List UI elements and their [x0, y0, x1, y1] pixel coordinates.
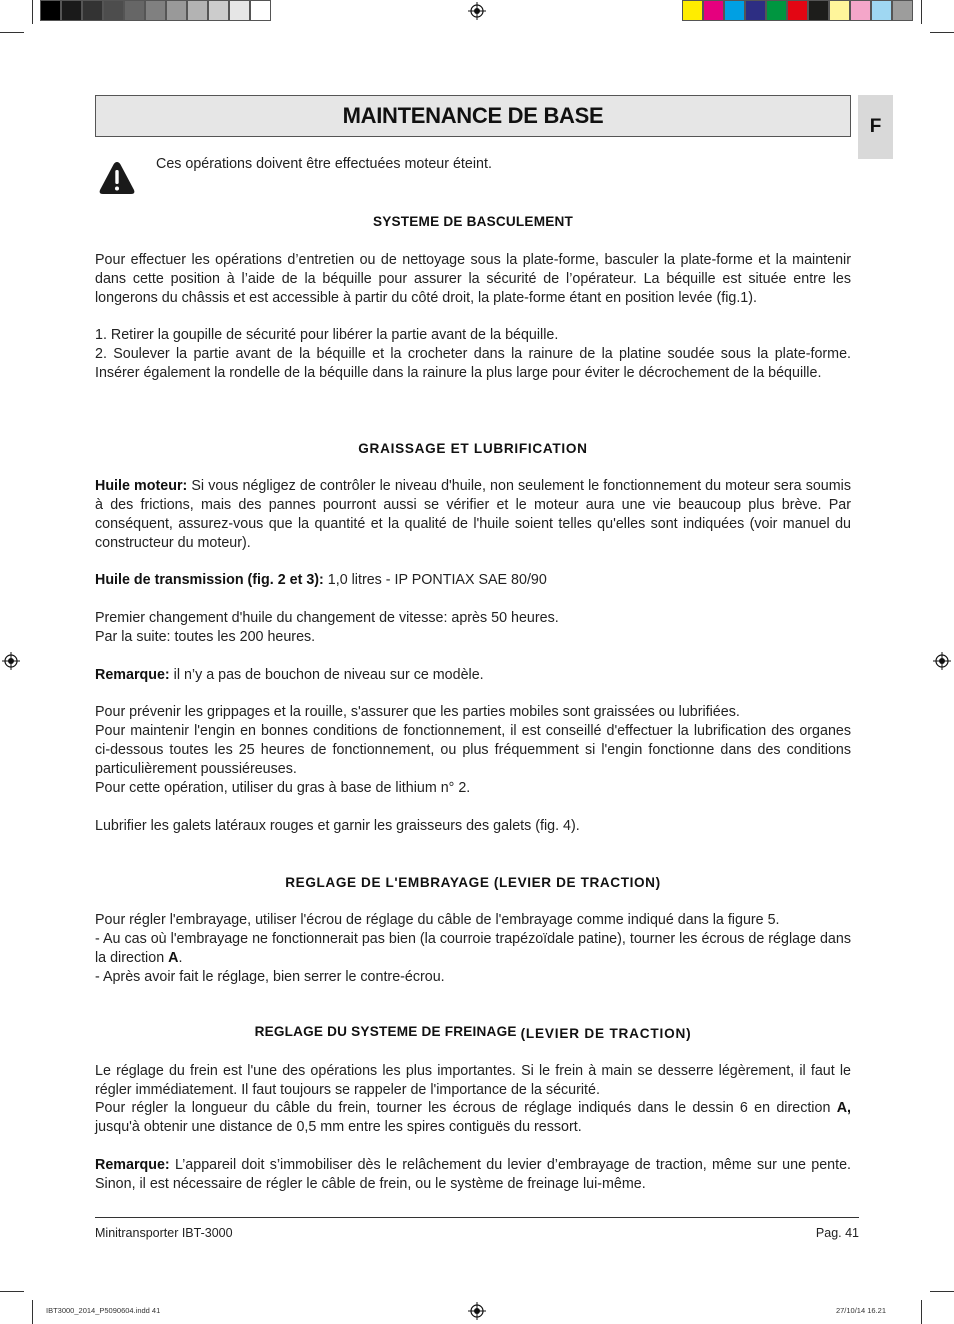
gray-swatch	[250, 0, 271, 21]
page-title-box	[95, 95, 851, 137]
brake-remark	[95, 1156, 851, 1194]
crop-mark-top-left-h	[0, 32, 24, 33]
crop-mark-top-right-v	[921, 0, 922, 24]
lubricate-rollers: Lubrifier les galets latéraux rouges et garnir les graisseurs des galets (fig. 4).	[95, 818, 580, 834]
footer-page-number: Pag. 41	[815, 1226, 859, 1240]
footer-rule	[95, 1217, 859, 1218]
subsequent-oil-change: Par la suite: toutes les 200 heures.	[95, 629, 316, 645]
remark-text: il n’y a pas de bouchon de niveau sur ce modèle.	[169, 667, 484, 683]
heading-freinage-main: REGLAGE DU SYSTEME DE FREINAGE	[254, 1024, 521, 1039]
clutch-direction-text-a: - Au cas où l'embrayage ne fonctionnerait pas bien (la courroie trapézoïdale patine), tourner les écrous de réglage dans la direction	[95, 931, 851, 966]
gray-swatch	[40, 0, 61, 21]
basculement-step-2: 2. Soulever la partie avant de la béquille et la crocheter dans la rainure de la platine soudée sous la plate-forme. Insérer également la rondelle de la béquille dans la rainure la plus large pour éviter le décrochement de la béquille.	[95, 346, 851, 381]
crop-mark-top-right-h	[930, 32, 954, 33]
engine-oil-label: Huile moteur:	[95, 478, 188, 494]
gray-swatch	[82, 0, 103, 21]
language-tab: F	[858, 95, 893, 159]
gray-swatch	[208, 0, 229, 21]
brake-remark-text: L’appareil doit s’immobiliser dès le relâchement du levier d’embrayage de traction, même sur une pente. Sinon, il est nécessaire de régler le câble de frein, ou le système de freinage lui-même.	[95, 1157, 851, 1192]
color-swatch	[703, 0, 724, 21]
remark-level-plug	[95, 666, 851, 685]
lubrication-schedule: Pour maintenir l'engin en bonnes conditions de fonctionnement, il est conseillé d'effectuer la lubrification des organes ci-dessous toutes les 25 heures de fonctionnement, ou plus fréquemment si l'engin fonctionne dans des conditions particulièrement poussiéreuses.	[95, 723, 851, 777]
brake-cable-adjust	[95, 1099, 851, 1137]
crop-mark-bottom-left-h	[0, 1291, 24, 1292]
brake-direction-letter: A,	[836, 1100, 851, 1116]
heading-basculement: SYSTEME DE BASCULEMENT	[372, 214, 574, 229]
color-swatch	[787, 0, 808, 21]
gray-swatch	[124, 0, 145, 21]
registration-mark-bottom-icon	[468, 1302, 486, 1320]
prevent-seizing: Pour prévenir les grippages et la rouille, s'assurer que les parties mobiles sont graissées ou lubrifiées.	[95, 704, 740, 720]
clutch-adjust-intro: Pour régler l'embrayage, utiliser l'écrou de réglage du câble de l'embrayage comme indiqué dans la figure 5.	[95, 912, 780, 928]
slug-date-time: 27/10/14 16.21	[835, 1306, 886, 1315]
brake-remark-label: Remarque:	[95, 1157, 170, 1173]
transmission-oil-text: 1,0 litres - IP PONTIAX SAE 80/90	[323, 572, 547, 588]
warning-text: Ces opérations doivent être effectuées moteur éteint.	[156, 156, 492, 172]
heading-freinage	[95, 1024, 851, 1039]
basculement-intro: Pour effectuer les opérations d’entretien ou de nettoyage sous la plate-forme, basculer la plate-forme et la maintenir dans cette position à l’aide de la béquille pour assurer la sécurité de l’opérateur. La béquille est située entre les longerons du châssis et est accessible à partir du côté droit, la plate-forme étant en position levée (fig.1).	[95, 252, 851, 306]
engine-oil-text: Si vous négligez de contrôler le niveau d'huile, non seulement le fonctionnement du moteur sera soumis à des frictions, mais des pannes pourront aussi se vérifier et le moteur aura une vie beaucoup plus brève. Par conséquent, assurez-vous que la quantité et la qualité de l'huile soient telles qu'elles sont indiquées (voir manuel du constructeur du moteur).	[95, 478, 851, 551]
crop-mark-bottom-right-h	[930, 1291, 954, 1292]
color-swatch	[745, 0, 766, 21]
gray-swatch	[145, 0, 166, 21]
first-oil-change: Premier changement d'huile du changement de vitesse: après 50 heures.	[95, 610, 559, 626]
remark-label: Remarque:	[95, 667, 170, 683]
color-swatch	[829, 0, 850, 21]
clutch-adjust-direction	[95, 930, 851, 968]
lithium-grease: Pour cette opération, utiliser du gras à base de lithium n° 2.	[95, 780, 471, 796]
clutch-direction-letter: A	[168, 950, 179, 966]
crop-mark-bottom-left-v	[32, 1300, 33, 1324]
color-swatch	[808, 0, 829, 21]
color-swatch	[850, 0, 871, 21]
transmission-oil-paragraph	[95, 571, 851, 590]
color-swatch	[724, 0, 745, 21]
gray-swatch	[61, 0, 82, 21]
brake-importance: Le réglage du frein est l'une des opérations les plus importantes. Si le frein à main se desserre légèrement, il faut le régler immédiatement. Il faut toujours se rappeler de l'importance de la sécurité.	[95, 1063, 851, 1098]
clutch-lock-nut: - Après avoir fait le réglage, bien serrer le contre-écrou.	[95, 969, 445, 985]
transmission-oil-label: Huile de transmission (fig. 2 et 3):	[95, 572, 324, 588]
gray-swatch	[187, 0, 208, 21]
gray-swatch	[229, 0, 250, 21]
heading-graissage: GRAISSAGE ET LUBRIFICATION	[358, 441, 588, 456]
registration-mark-top-icon	[468, 2, 486, 20]
color-swatch	[892, 0, 913, 21]
brake-adjust-text-b: jusqu'à obtenir une distance de 0,5 mm entre les spires contiguës du ressort.	[95, 1119, 582, 1135]
warning-icon	[98, 160, 136, 196]
clutch-direction-text-b: .	[178, 950, 183, 966]
page-title: MAINTENANCE DE BASE	[342, 103, 604, 128]
gray-swatch	[166, 0, 187, 21]
gray-swatch	[103, 0, 124, 21]
slug-file-name: IBT3000_2014_P5090604.indd 41	[46, 1306, 161, 1315]
registration-mark-left-icon	[2, 652, 20, 670]
color-swatch	[766, 0, 787, 21]
footer-product-name: Minitransporter IBT-3000	[95, 1226, 233, 1240]
color-swatch	[682, 0, 703, 21]
crop-mark-bottom-right-v	[921, 1300, 922, 1324]
heading-freinage-tail: (LEVIER DE TRACTION)	[520, 1026, 692, 1041]
basculement-step-1: 1. Retirer la goupille de sécurité pour libérer la partie avant de la béquille.	[95, 327, 559, 343]
color-swatch	[871, 0, 892, 21]
registration-mark-right-icon	[933, 652, 951, 670]
crop-mark-top-left-v	[32, 0, 33, 24]
engine-oil-paragraph	[95, 477, 851, 553]
brake-adjust-text-a: Pour régler la longueur du câble du frein, tourner les écrous de réglage indiqués dans le dessin 6 en direction	[95, 1100, 837, 1116]
heading-embrayage: REGLAGE DE L'EMBRAYAGE (LEVIER DE TRACTION)	[285, 875, 661, 890]
